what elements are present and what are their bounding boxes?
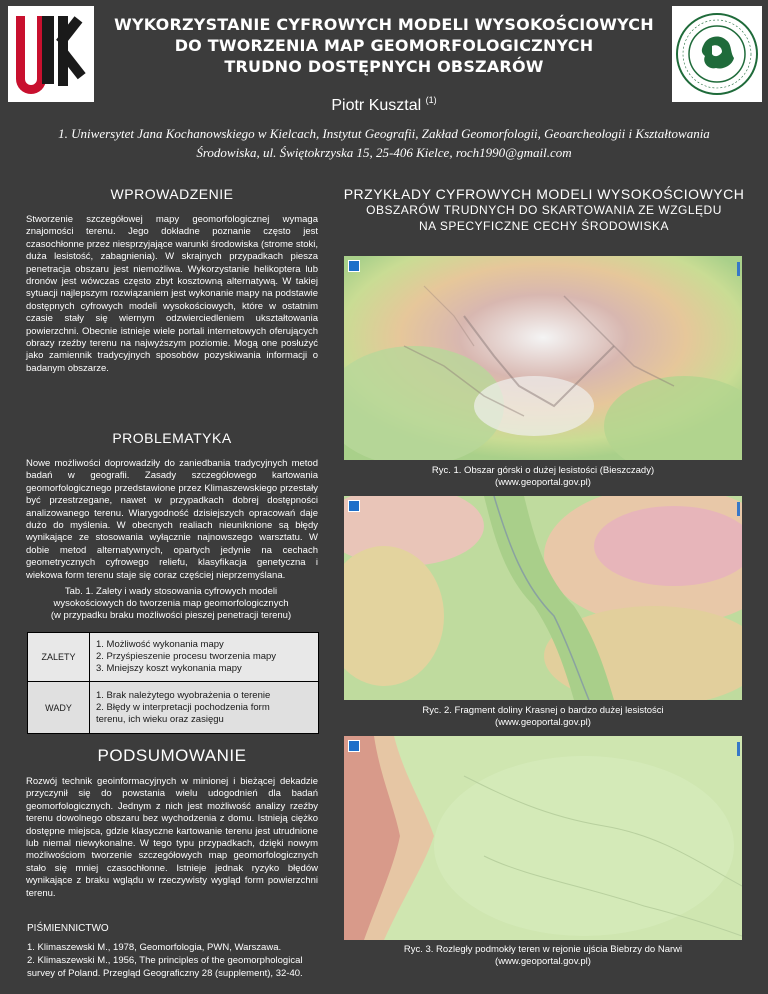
title-line: TRUDNO DOSTĘPNYCH OBSZARÓW [224,57,544,76]
author-name: Piotr Kusztal [331,97,422,114]
references-heading: PIŚMIENNICTWO [27,923,109,934]
pros-cons-table [27,632,319,734]
figure-caption-line: (www.geoportal.gov.pl) [495,956,591,967]
dem-map-wetland [344,736,742,940]
figure-caption-line: Ryc. 1. Obszar górski o dużej lesistości (Bieszczady) [431,465,655,476]
summary-heading: PODSUMOWANIE [97,746,247,765]
row-label-pros: ZALETY [28,633,90,682]
poster-title [100,14,668,77]
examples-heading [334,186,754,234]
table-caption-line: Tab. 1. Zalety i wady stosowania cyfrowych modeli [64,586,278,597]
map-zoom-icon [348,500,360,512]
references-list [27,941,327,980]
dem-map-valley [344,496,742,700]
intro-heading: WPROWADZENIE [110,186,234,202]
affiliation [0,124,768,162]
examples-heading-line: PRZYKŁADY CYFROWYCH MODELI WYSOKOŚCIOWYCH [343,186,745,202]
row-text-cons: 1. Brak należytego wyobrażenia o terenie 2. Błędy w interpretacji pochodzenia form terenu, ich wieku oraz zasięgu [90,682,319,734]
table-caption-line: (w przypadku braku możliwości pieszej penetracji terenu) [50,610,292,622]
table-row [28,682,319,734]
map-zoom-icon [348,740,360,752]
examples-heading-line: NA SPECYFICZNE CECHY ŚRODOWISKA [419,219,669,233]
figure-caption-line: (www.geoportal.gov.pl) [495,717,591,728]
table-caption-line: wysokościowych do tworzenia map geomorfologicznych [53,598,289,610]
figure-caption [344,465,742,489]
figure-caption-line: Ryc. 2. Fragment doliny Krasnej o bardzo dużej lesistości [422,705,664,716]
author-affiliation-marker: (1) [425,95,437,105]
figure-caption-line: (www.geoportal.gov.pl) [495,477,591,488]
table-row [28,633,319,682]
dem-map-mountains [344,256,742,460]
examples-heading-line: OBSZARÓW TRUDNYCH DO SKARTOWANIA ZE WZGLĘDU [366,203,722,217]
title-line: WYKORZYSTANIE CYFROWYCH MODELI WYSOKOŚCIOWYCH [114,15,654,34]
row-label-cons: WADY [28,682,90,734]
figure-caption [344,944,742,968]
problems-heading: PROBLEMATYKA [112,430,232,446]
table-caption [26,586,316,623]
map-toolbar-icon [737,262,740,276]
author [0,97,768,115]
ujk-logo-j-shape [42,16,54,84]
geomorphology-seal-logo [672,6,762,102]
row-text-pros: 1. Możliwość wykonania mapy 2. Przyśpieszenie procesu tworzenia mapy 3. Mniejszy koszt wykonania mapy [90,633,319,682]
title-line: DO TWORZENIA MAP GEOMORFOLOGICZNYCH [174,36,594,55]
figure-caption-line: Ryc. 3. Rozległy podmokły teren w rejonie ujścia Biebrzy do Narwi [403,944,683,955]
intro-text: Stworzenie szczegółowej mapy geomorfologicznej wymaga znajomości terenu. Jego dokładne poznanie często jest czasochłonne przez niesprzyjające warunki środowiska (strome stoki, duża lesistość, zabagnienia). W skrajnych przypadkach piesza penetracja obszaru jest niemożliwa. Wykorzystanie helikoptera lub dronów jest wówczas często zbyt kosztowną alternatywą. W takiej sytuacji najlepszym rozwiązaniem jest wykonanie mapy na podstawie dostępnych cyfrowych modeli wysokościowych, które w ostatnim czasie stały się wiernym odzwierciedleniem ukształtowania powierzchni. Obecnie istnieje wiele portali internetowych oferujących obrazy rzeźby terenu na najwyższym poziomie. Mogą one posłużyć jako zamiennik tradycyjnych sposobów pozyskiwania informacji o badanym obszarze. [26,214,318,374]
reference-item: 2. Klimaszewski M., 1956, The principles of the geomorphological survey of Poland. Przegląd Geograficzny 28 (supplement), 32-40. [27,955,303,979]
affiliation-line: Środowiska, ul. Świętokrzyska 15, 25-406 Kielce, roch1990@gmail.com [196,145,572,160]
ujk-logo [8,6,94,102]
summary-text: Rozwój technik geoinformacyjnych w minionej i bieżącej dekadzie przyczynił się do powstania wielu udogodnień dla badań geomorfologicznych. Jednym z nich jest możliwość analizy rzeźby terenu dowolnego obszaru bez wychodzenia z domu. Istnieją ciężko dostępne miejsca, gdzie klasyczne kartowanie terenu jest utrudnione lub niemal niewykonalne. W tego typu przypadkach, dzięki nowym możliwościom tworzenie szczegółowych map geomorfologicznych stało się mniej czasochłonne. Istnieje jednak ryzyko błędów wynikające z braku wglądu w rzeczywisty wygląd form powierzchni terenu. [26,776,318,899]
affiliation-line: 1. Uniwersytet Jana Kochanowskiego w Kielcach, Instytut Geografii, Zakład Geomorfologii, Geoarcheologii i Kształtowania [58,126,710,141]
map-toolbar-icon [737,502,740,516]
problems-text: Nowe możliwości doprowadziły do zaniedbania tradycyjnych metod badań w geografii. Zasady szczegółowego kartowania geomorfologicznego przedstawione przez Klimaszewskiego przestały być przestrzegane, nawet w przypadkach dobrej dostępności analizowanego terenu. Wiarygodność dzisiejszych opracowań daje dużo do myślenia. W obecnych realiach nieuniknione są błędy wynikające ze stosowania wyłącznie najnowszego warsztatu. W dobie metod alternatywnych, opartych jedynie na cechach geometrycznych cyfrowego reliefu, klasyfikacja genetyczna i wiekowa form terenu staje się coraz częściej nieprzemyślana. [26,458,318,581]
map-zoom-icon [348,260,360,272]
figure-caption [344,705,742,729]
map-toolbar-icon [737,742,740,756]
reference-item: 1. Klimaszewski M., 1978, Geomorfologia, PWN, Warszawa. [27,942,282,953]
